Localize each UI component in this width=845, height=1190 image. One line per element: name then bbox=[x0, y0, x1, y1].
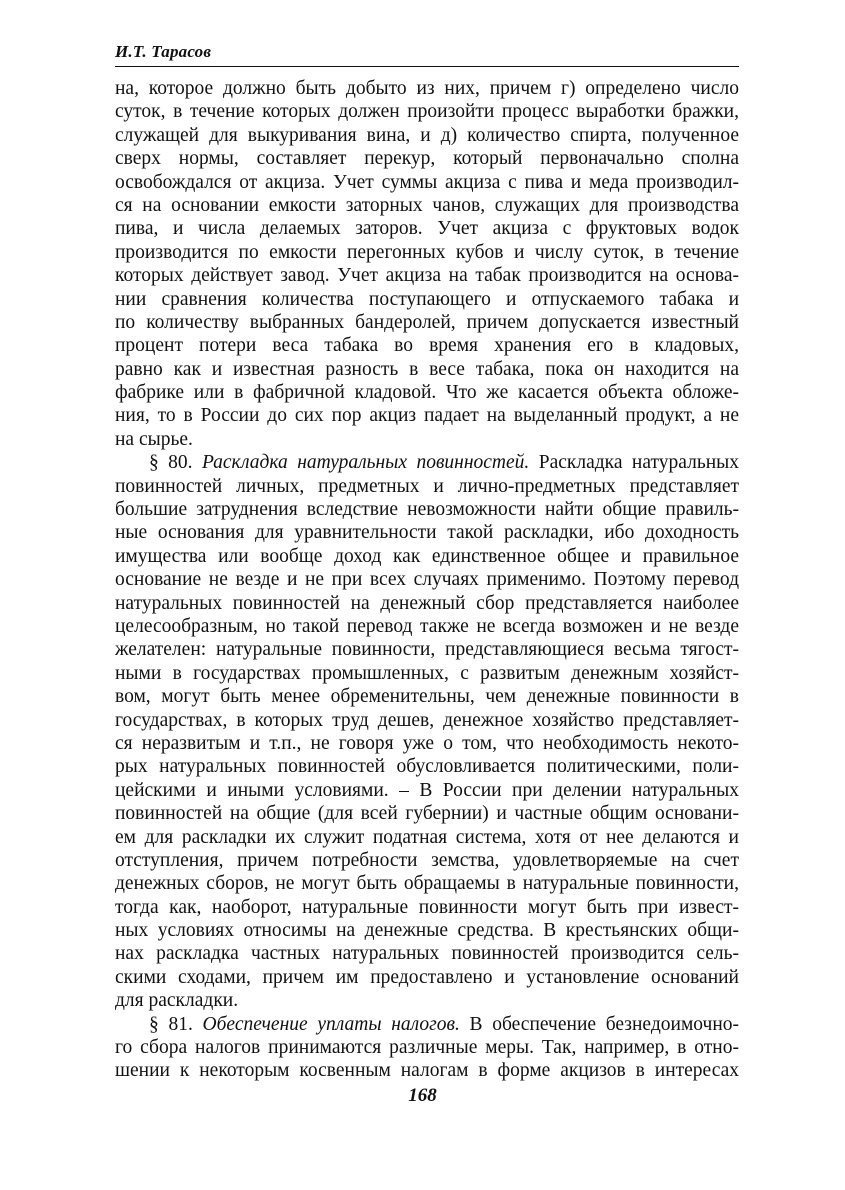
text-line: производится по емкости перегонных кубов и числу суток, в течение bbox=[115, 241, 739, 263]
text-line: ся неразвитым и т.п., не говоря уже о том, что необходимость некото- bbox=[115, 732, 739, 754]
text-line: для раскладки. bbox=[115, 990, 239, 1012]
section-80-first-line bbox=[115, 451, 739, 474]
text-line: по количеству выбранных бандеролей, причем допускается известный bbox=[115, 311, 739, 333]
section-80-paragraph bbox=[115, 451, 739, 1012]
section-80-title: Раскладка натуральных повинностей. bbox=[201, 452, 530, 474]
text-line: цейскими и иными условиями. – В России при делении натуральных bbox=[115, 779, 739, 801]
text-line: на сырье. bbox=[115, 428, 193, 450]
text-line: целесообразным, но такой перевод также не всегда возможен и не везде bbox=[115, 615, 739, 637]
page-number: 168 bbox=[408, 1085, 437, 1106]
text-line: рых натуральных повинностей обусловливается политическими, поли- bbox=[115, 756, 739, 778]
section-81-first-line bbox=[115, 1013, 739, 1036]
text-line: суток, в течение которых должен произойти процесс выработки бражки, bbox=[115, 101, 739, 123]
text-line: ся на основании емкости заторных чанов, служащих для производства bbox=[115, 194, 739, 216]
text-line: процент потери веса табака во время хранения его в кладовых, bbox=[115, 335, 739, 357]
text-line: ем для раскладки их служит податная система, хотя от нее делаются и bbox=[115, 826, 739, 848]
text-line: на, которое должно быть добыто из них, причем г) определено число bbox=[115, 78, 739, 99]
text-line: имущества или вообще доход как единственное общее и правильное bbox=[115, 545, 739, 567]
text-line: нии сравнения количества поступающего и отпускаемого табака и bbox=[115, 288, 739, 310]
text-line: повинностей на общие (для всей губернии) и частные общим основани- bbox=[115, 803, 739, 825]
text-line: ния, то в России до сих пор акциз падает на выделанный продукт, а не bbox=[115, 405, 739, 427]
text-line: служащей для выкуривания вина, и д) количество спирта, полученное bbox=[115, 124, 739, 146]
section-80-number: § 80. bbox=[149, 452, 193, 474]
text-line: желателен: натуральные повинности, представляющиеся весьма тягост- bbox=[115, 639, 739, 661]
section-80-first-line-text: Раскладка натуральных bbox=[538, 452, 739, 474]
text-line: освобождался от акциза. Учет суммы акциза с пива и меда производил- bbox=[115, 171, 739, 193]
text-line: равно как и известная разность в весе табака, пока он находится на bbox=[115, 358, 739, 380]
section-81-title: Обеспечение уплаты налогов. bbox=[202, 1013, 460, 1035]
body-text bbox=[115, 77, 739, 1083]
section-81-paragraph bbox=[115, 1013, 739, 1083]
header-rule bbox=[115, 66, 739, 67]
section-81-first-line-text: В обеспечение безнедоимочно- bbox=[469, 1013, 740, 1035]
text-line: вом, могут быть менее обременительны, чем денежные повинности в bbox=[115, 686, 739, 708]
text-line: отступления, причем потребности земства, удовлетворяемые на счет bbox=[115, 849, 739, 871]
text-line: ные основания для уравнительности такой раскладки, ибо доходность bbox=[115, 522, 739, 544]
text-line: натуральных повинностей на денежный сбор представляется наиболее bbox=[115, 592, 739, 614]
text-line: шении к некоторым косвенным налогам в форме акцизов в интересах bbox=[115, 1060, 739, 1082]
running-head: И.Т. Тарасов bbox=[115, 42, 212, 61]
text-line: ных условиях относимы на денежные средства. В крестьянских общи- bbox=[115, 920, 739, 942]
text-line: денежных сборов, не могут быть обращаемы в натуральные повинности, bbox=[115, 873, 739, 895]
text-line: нах раскладка частных натуральных повинностей производится сель- bbox=[115, 943, 739, 965]
text-line: тогда как, наоборот, натуральные повинности могут быть при извест- bbox=[115, 896, 739, 918]
text-line: которых действует завод. Учет акциза на табак производится на основа- bbox=[115, 265, 739, 287]
text-line: государствах, в которых труд дешев, денежное хозяйство представляет- bbox=[115, 709, 739, 731]
text-line: ными в государствах промышленных, с развитым денежным хозяйст- bbox=[115, 662, 739, 684]
text-line: фабрике или в фабричной кладовой. Что же касается объекта обложе- bbox=[115, 382, 739, 404]
text-line: го сбора налогов принимаются различные меры. Так, например, в отно- bbox=[115, 1037, 739, 1059]
text-line: скими сходами, причем им предоставлено и установление оснований bbox=[115, 966, 739, 988]
paragraph-1 bbox=[115, 77, 739, 451]
text-line: основание не везде и не при всех случаях применимо. Поэтому перевод bbox=[115, 569, 739, 591]
text-line: большие затруднения вследствие невозможности найти общие правиль- bbox=[115, 499, 739, 521]
text-line: повинностей личных, предметных и лично-предметных представляет bbox=[115, 475, 739, 497]
text-line: пива, и числа делаемых заторов. Учет акциза с фруктовых водок bbox=[115, 218, 739, 240]
section-81-number: § 81. bbox=[149, 1013, 193, 1035]
text-line: сверх нормы, составляет перекур, который первоначально сполна bbox=[115, 148, 739, 170]
